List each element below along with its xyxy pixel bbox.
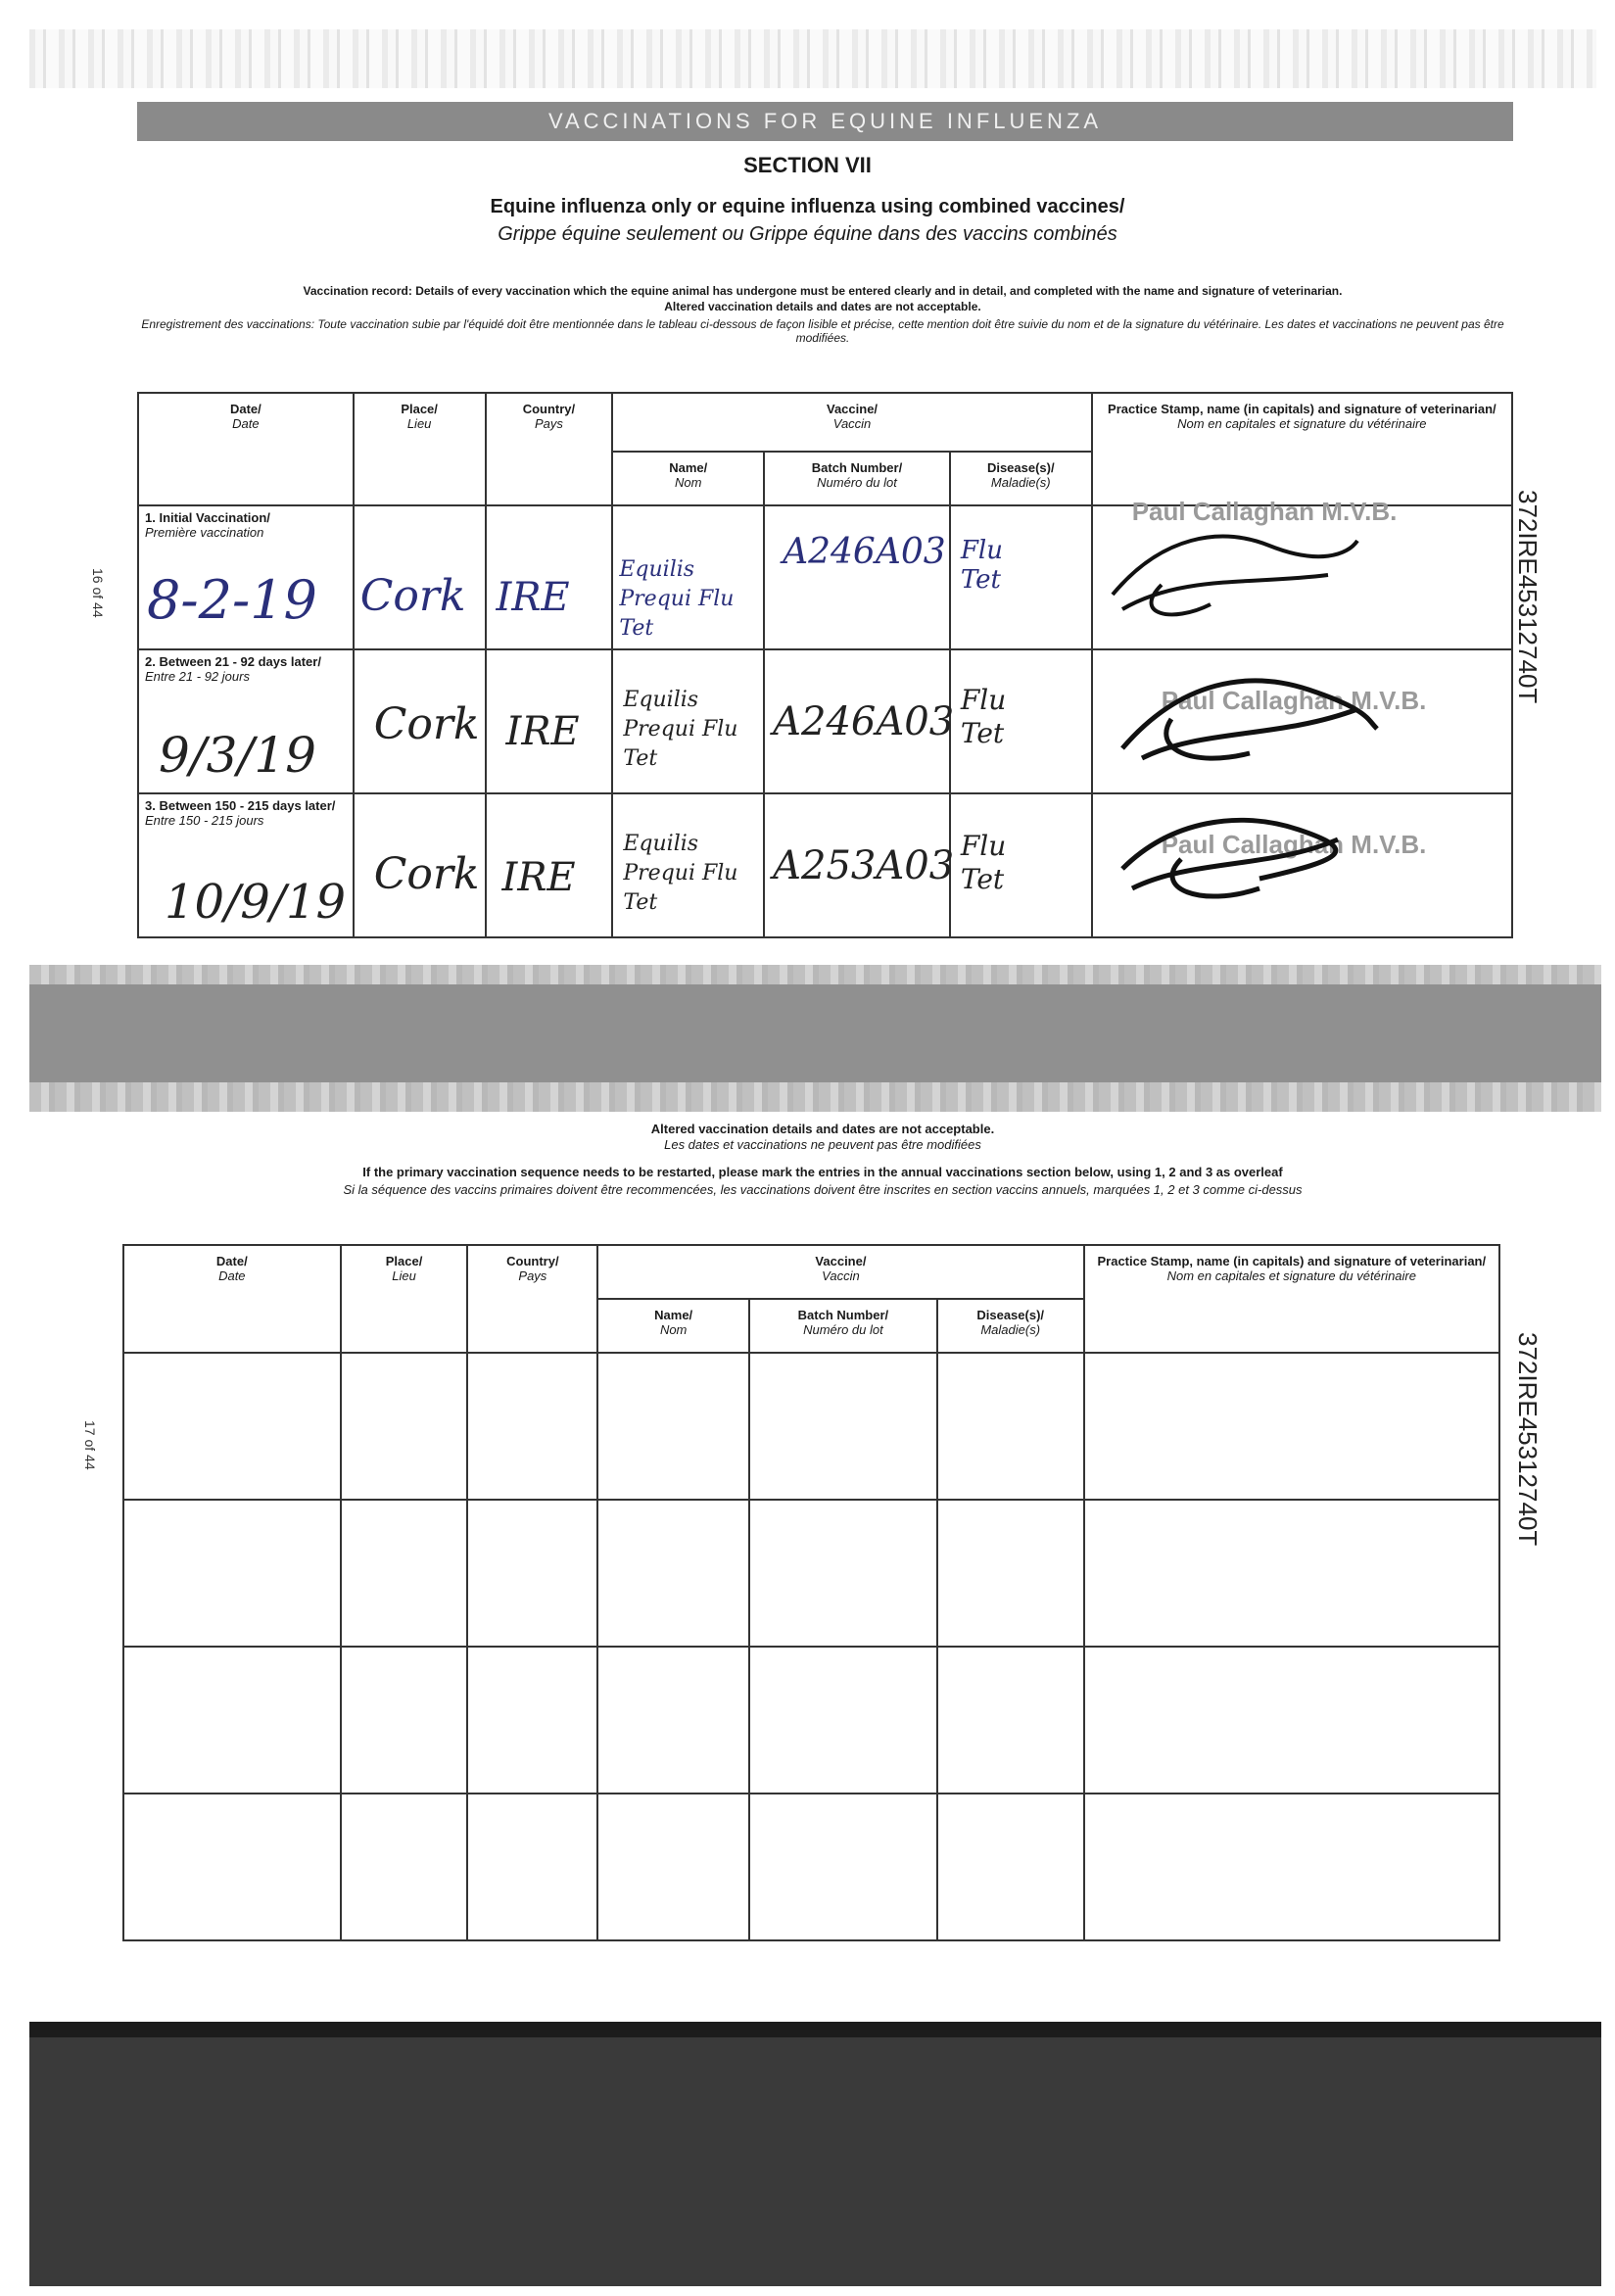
handwritten-disease: Flu Tet [960, 684, 1007, 749]
primary-vaccination-table [137, 392, 1513, 938]
passport-id-top: 372IRE45312740T [1513, 490, 1543, 704]
table-row [138, 793, 1512, 937]
signature-icon [1103, 516, 1397, 634]
col-date-header: Date/ Date [123, 1245, 341, 1353]
altered-note: Altered vaccination details and dates are not acceptable. [650, 1122, 995, 1136]
name-cell [612, 793, 764, 937]
table-row [123, 1500, 1499, 1647]
col-vet-header: Practice Stamp, name (in capitals) and signature of veterinarian/ Nom en capitales et signature du vétérinaire [1084, 1245, 1499, 1353]
date-cell: 1. Initial Vaccination/ Première vaccination 8-2-19 [138, 505, 354, 649]
name-cell [612, 649, 764, 793]
instructions-altered: Altered vaccination details and dates are not acceptable. [664, 300, 981, 313]
annual-vaccination-table [122, 1244, 1500, 1941]
col-country-header: Country/ Pays [486, 393, 613, 505]
scan-dark-area [29, 2022, 1601, 2286]
restart-note: If the primary vaccination sequence needs to be restarted, please mark the entries in the annual vaccinations section below, using 1, 2 and 3 as overleaf [362, 1165, 1283, 1179]
place-cell [354, 649, 486, 793]
handwritten-place: Cork [373, 849, 480, 899]
vet-stamp-cell: Paul Callaghan M.V.B. [1092, 505, 1512, 649]
section-title: SECTION VII [743, 153, 872, 177]
country-cell [486, 649, 613, 793]
subtitle-english: Equine influenza only or equine influenza using combined vaccines/ [490, 196, 1125, 217]
table-row [123, 1794, 1499, 1940]
handwritten-place: Cork [373, 699, 480, 749]
batch-cell [764, 793, 955, 937]
disease-cell [950, 793, 1092, 937]
name-cell [612, 505, 764, 649]
handwritten-date: 8-2-19 [147, 569, 317, 631]
handwritten-vaccine-name: Equilis Prequi Flu Tet [623, 832, 738, 915]
page-number-top: 16 of 44 [90, 568, 106, 618]
col-date-header: Date/ Date [138, 393, 354, 505]
date-cell: 2. Between 21 - 92 days later/ Entre 21 - 92 jours 9/3/19 [138, 649, 354, 793]
handwritten-batch: A246A03 [773, 699, 955, 744]
country-cell [486, 793, 613, 937]
place-cell [354, 793, 486, 937]
table-row [123, 1647, 1499, 1794]
handwritten-country: IRE [501, 855, 576, 900]
batch-cell [764, 505, 950, 649]
instructions-english: Vaccination record: Details of every vaccination which the equine animal has undergone must be entered clearly and in detail, and completed with the name and signature of veterinarian. [303, 284, 1343, 298]
section-banner: VACCINATIONS FOR EQUINE INFLUENZA [137, 102, 1513, 141]
col-country-header: Country/ Pays [467, 1245, 597, 1353]
page-number-bottom: 17 of 44 [82, 1420, 98, 1470]
subtitle-french: Grippe équine seulement ou Grippe équine dans des vaccins combinés [498, 223, 1117, 245]
handwritten-country: IRE [505, 709, 580, 754]
scan-band [29, 1082, 1601, 1112]
col-vaccine-header: Vaccine/ Vaccin [612, 393, 1091, 452]
restart-note-french: Si la séquence des vaccins primaires doivent être recommencées, les vaccinations doivent être inscrites en section vaccins annuels, marquées 1, 2 et 3 comme ci-dessus [343, 1182, 1303, 1197]
handwritten-vaccine-name: Equilis Prequi Flu Tet [619, 557, 735, 641]
disease-cell [950, 505, 1092, 649]
table-row [123, 1353, 1499, 1500]
col-disease-header: Disease(s)/ Maladie(s) [950, 452, 1092, 505]
handwritten-country: IRE [496, 575, 570, 620]
signature-icon [1113, 800, 1406, 918]
handwritten-place: Cork [359, 571, 466, 621]
handwritten-batch: A246A03 [783, 532, 946, 572]
place-cell [354, 505, 486, 649]
scan-band [29, 984, 1601, 1082]
passport-id-bottom: 372IRE45312740T [1513, 1332, 1543, 1547]
vet-stamp-cell: Paul Callaghan M.V.B. [1092, 649, 1512, 793]
disease-cell [950, 649, 1092, 793]
col-name-header: Name/ Nom [612, 452, 764, 505]
col-batch-header: Batch Number/ Numéro du lot [749, 1299, 937, 1353]
col-name-header: Name/ Nom [597, 1299, 749, 1353]
country-cell [486, 505, 613, 649]
handwritten-date: 9/3/19 [159, 727, 316, 784]
col-place-header: Place/ Lieu [341, 1245, 468, 1353]
handwritten-date: 10/9/19 [165, 875, 347, 930]
batch-cell [764, 649, 955, 793]
date-cell: 3. Between 150 - 215 days later/ Entre 150 - 215 jours 10/9/19 [138, 793, 354, 937]
scan-noise-top [29, 29, 1596, 88]
altered-note-french: Les dates et vaccinations ne peuvent pas être modifiées [664, 1137, 981, 1152]
vet-stamp-cell: Paul Callaghan M.V.B. [1092, 793, 1512, 937]
signature-icon [1113, 660, 1406, 778]
col-vaccine-header: Vaccine/ Vaccin [597, 1245, 1083, 1299]
handwritten-disease: Flu Tet [960, 830, 1007, 895]
table-row [138, 649, 1512, 793]
handwritten-batch: A253A03 [773, 843, 955, 888]
table-row [138, 505, 1512, 649]
col-vet-header: Practice Stamp, name (in capitals) and signature of veterinarian/ Nom en capitales et signature du vétérinaire [1092, 393, 1512, 505]
handwritten-vaccine-name: Equilis Prequi Flu Tet [623, 688, 738, 771]
instructions-french: Enregistrement des vaccinations: Toute vaccination subie par l'équidé doit être mentionnée dans le tableau ci-dessous de façon lisible et précise, cette mention doit être suivie du nom et de la signature du vétérinaire. Les dates et vaccinations ne peuvent pas être modifiées. [141, 317, 1504, 345]
col-batch-header: Batch Number/ Numéro du lot [764, 452, 950, 505]
scan-band [29, 965, 1601, 984]
col-disease-header: Disease(s)/ Maladie(s) [937, 1299, 1084, 1353]
handwritten-disease: Flu Tet [960, 536, 1003, 595]
col-place-header: Place/ Lieu [354, 393, 486, 505]
